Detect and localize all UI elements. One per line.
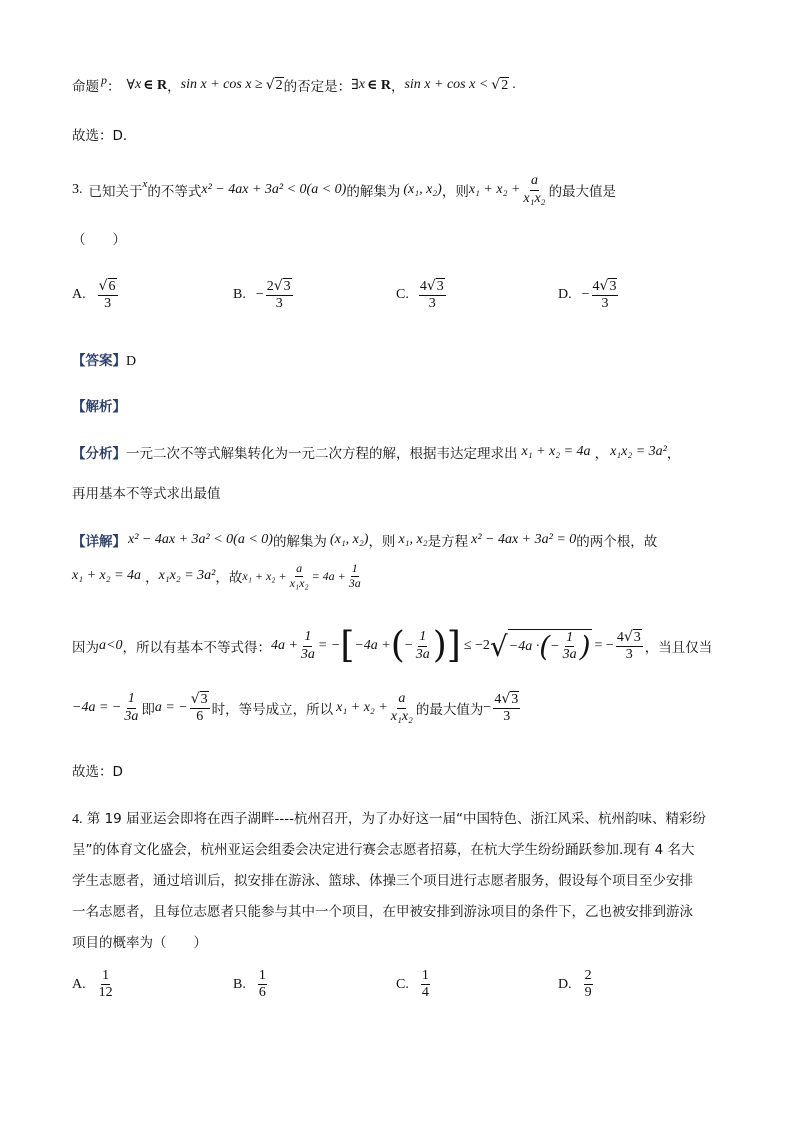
q3-blank: （ ） — [72, 232, 126, 248]
q3-stem-fraction: $\frac{a}{\text{x₁x₂}}$ — [523, 173, 546, 206]
q3-xiangjie-line1: 【详解】 x² − 4ax + 3a² < 0(a < 0) 的解集为 (x₁, x₂) ，则 x₁, x₂ 是方程 x² − 4ax + 3a² = 0 的两个根，故 — [72, 532, 658, 550]
q3-option-d: D. − $\frac{4√3}{3}$ — [558, 278, 617, 312]
q3-option-c: C. $\frac{4√3}{3}$ — [396, 278, 444, 312]
q2-negation-line: 命题 p ： ∀ x ∈ R ， sin x + cos x ≥ √ 2 的否定是： ∃ x ∈ R ， sin x + cos x < √ 2 . — [72, 72, 516, 95]
q3-condition-line: −4a = − $\frac{1}{3a}$ 即 a = − $\frac{√3}{6}$ 时，等号成立，所以 x₁ + x₂ + $\frac{a}{\text{x₁x₂}}$ 的最大值为 − $\frac{4√3}{3}$ — [72, 690, 519, 724]
q3-answer: 【答案】D — [72, 353, 137, 369]
q3-choice: 故选：D — [72, 764, 123, 780]
q3-fenxi: 【分析】 一元二次不等式解集转化为一元二次方程的解，根据韦达定理求出 x₁ + x₂ = 4a ， x₁x₂ = 3a² ， — [72, 444, 681, 462]
q4-line: 学生志愿者，通过培训后，拟安排在游泳、篮球、体操三个项目进行志愿者服务，假设每个项目至少安排 — [72, 873, 693, 889]
q3-fenxi-line2: 再用基本不等式求出最值 — [72, 486, 221, 502]
q4-line: 项目的概率为（ ） — [72, 935, 207, 951]
q4-option-b: B. $\frac{1}{6}$ — [233, 968, 266, 1001]
q3-option-a: A. $\frac{√6}{3}$ — [72, 278, 116, 312]
q3-inequality-line: 因为 a<0 ，所以有基本不等式得： 4a + $\frac{1}{3a}$ = − [ −4a + ( − $\frac{1}{3a}$ ) ] ≤ −2 √ −4a · ( − $\frac{1}{3a}$ ) = − $\frac{4√3}{3}$ ，当且仅当 — [72, 625, 713, 666]
q4-line: 4. 第 19 届亚运会即将在西子湖畔----杭州召开，为了办好这一届“中国特色、浙江风采、杭州韵味、精彩纷 — [72, 811, 707, 827]
q2-choice: 故选：D． — [72, 128, 137, 144]
q4-line: 一名志愿者，且每位志愿者只能参与其中一个项目，在甲被安排到游泳项目的条件下，乙也被安排到游泳 — [72, 904, 693, 920]
q3-analysis-tag: 【解析】 — [72, 399, 126, 415]
q3-stem: 3. 已知关于 x 的不等式 x² − 4ax + 3a² < 0(a < 0) 的解集为 (x₁, x₂) ，则 x₁ + x₂ + $\frac{a}{\text{x₁x₂}}$ 的最大值是 — [72, 173, 617, 206]
q4-stem — [72, 804, 732, 959]
q3-inequality: x² − 4ax + 3a² < 0(a < 0) — [201, 182, 347, 197]
q4-line: 呈”的体育文化盛会，杭州亚运会组委会决定进行赛会志愿者招募，在杭大学生纷纷踊跃参加.现有 4 名大 — [72, 842, 695, 858]
q3-xiangjie-line2: x₁ + x₂ = 4a ， x₁x₂ = 3a² ，故 x₁ + x₂ + $\frac{a}{\text{x₁x₂}}$ = 4a + $\frac{1}{3a}$ — [72, 561, 361, 590]
q4-option-d: D. $\frac{2}{9}$ — [558, 968, 592, 1001]
q4-option-a: A. $\frac{1}{12}$ — [72, 968, 113, 1001]
q3-option-b: B. − $\frac{2√3}{3}$ — [233, 278, 291, 312]
q4-option-c: C. $\frac{1}{4}$ — [396, 968, 429, 1001]
